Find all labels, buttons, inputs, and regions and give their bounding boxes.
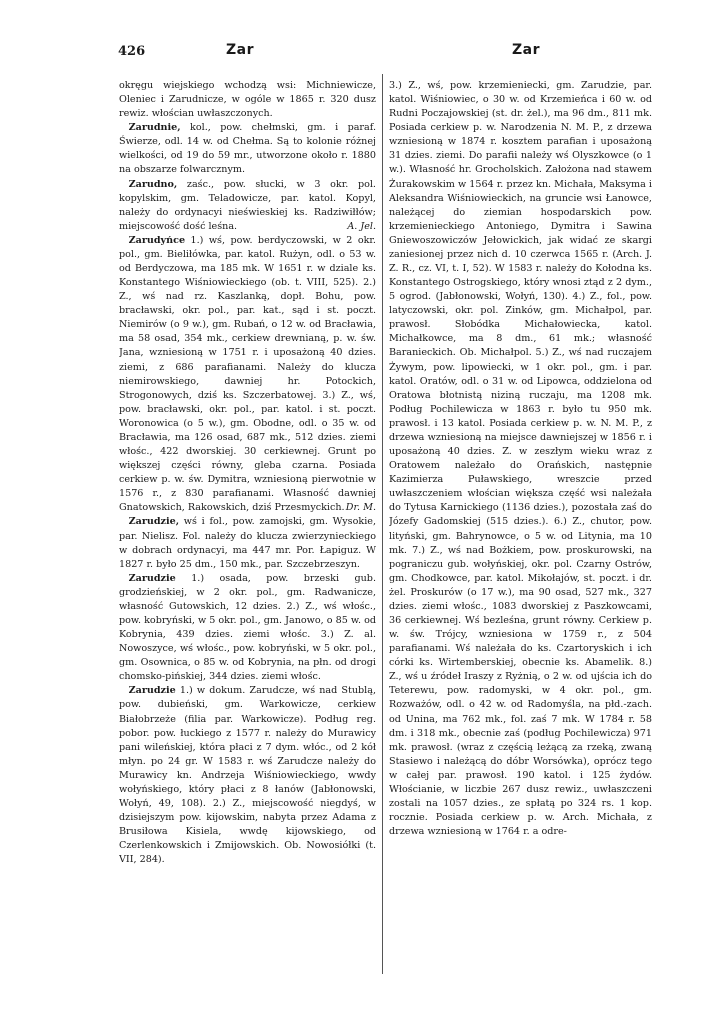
dictionary-entry (119, 178, 376, 234)
dictionary-entry (119, 515, 376, 571)
left-column (119, 79, 376, 979)
running-head-left: Zar (226, 42, 255, 58)
entry-text: 1.) w dokum. Zarudcze, wś nad Stublą, pow. dubieński, gm. Warkowicze, cerkiew Białobrzeże (filia par. Warkowicze). Podług reg. pobor. pow. łuckiego z 1577 r. należy do Murawicy pani wileńskiej, która płaci z 7 dym. włóc., od 2 kół młyn. po 24 gr. W 1583 r. wś Zarudcze należy do Murawicy kn. Andrzeja Wiśniowieckiego, wwdy wołyńskiego, który płaci z 8 łanów (Jabłonowski, Wołyń, 49, 108). 2.) Z., miejscowość niegdyś, w dzisiejszym pow. kijowskim, nabyta przez Adama z Brusiłowa Kisiela, wwdę kijowskiego, od Czerlenkowskich i Zmijowskich. Ob. Nowosiółki (t. VII, 284). (119, 685, 376, 866)
entry-text: 3.) Z., wś, pow. krzemieniecki, gm. Zarudzie, par. katol. Wiśniowiec, o 30 w. od Krzemieńca i 60 w. od Rudni Poczajowskiej (st. dr. żel.), ma 96 dm., 811 mk. Posiada cerkiew p. w. Narodzenia N. M. P., z drzewa wzniesioną w 1874 r. kosztem parafian i uposażoną 31 dzies. ziemi. Do parafii należy wś Olyszkowce (o 1 w.). Własność hr. Grocholskich. Założona nad stawem Żurakowskim w 1564 r. przez kn. Michała, Maksyma i Aleksandra Wiśniowieckich, na gruncie wsi Łanowce, należącej do ziemian hospodarskich pow. krzemienieckiego Antoniego, Dymitra i Sawina Gniewoszowiczów Jełowickich, jak widać ze skargi zaniesionej przez nich d. 10 czerwca 1565 r. (Arch. J. Z. R., cz. VI, t. I, 52). W 1583 r. należy do Kołodna ks. Konstantego Ostrogskiego, który wnosi ztąd z 2 dym., 5 ogrod. (Jabłonowski, Wołyń, 130). 4.) Z., fol., pow. latyczowski, okr. pol. Zinków, gm. Michałpol, par. prawosł. Słobódka Michałowiecka, katol. Michałkowce, ma 8 dm., 61 mk.; własność Baranieckich. Ob. Michałpol. 5.) Z., wś nad ruczajem Żywym, pow. lipowiecki, w 1 okr. pol., gm. i par. katol. Oratów, odl. o 31 w. od Lipowca, oddzielona od Oratowa błotnistą niziną ruczaju, ma 1208 mk. Podług Pochilewicza w 1863 r. było tu 950 mk. prawosł. i 13 katol. Posiada cerkiew p. w. N. M. P., z drzewa wzniesioną na miejsce dawniejszej w 1856 r. i uposażoną 40 dzies. Z. w zeszłym wieku wraz z Oratowem należało do Orańskich, następnie Kazimierza Puławskiego, wreszcie przed uwłaszczeniem włościan większa część wsi należała do Tytusa Karnickiego (1136 dzies.), pozostała zaś do Józefy Gadomskiej (515 dzies.). 6.) Z., chutor, pow. lityński, gm. Bahrynowce, o 5 w. od Litynia, ma 10 mk. 7.) Z., wś nad Bożkiem, pow. proskurowski, na pograniczu gub. wołyńskiej, okr. pol. Czarny Ostrów, gm. Chodkowce, par. katol. Mikołajów, st. poczt. i dr. żel. Proskurów (o 17 w.), ma 90 osad, 527 mk., 327 dzies. ziemi włośc., 1083 dworskiej z Paszkowcami, 36 cerkiewnej. Wś bezleśna, grunt równy. Cerkiew p. w. św. Trójcy, wzniesiona w 1759 r., z 504 parafianami. Wś należała do ks. Czartoryskich i ich córki ks. Wirtemberskiej, obecnie ks. Abamelik. 8.) Z., wś u źródeł Iraszy z Ryżnią, o 2 w. od ujścia ich do Teterewu, pow. radomyski, w 4 okr. pol., gm. Rozważów, odl. o 42 w. od Radomyśla, na płd.-zach. od Unina, ma 762 mk., fol. zaś 7 mk. W 1784 r. 58 dm. i 318 mk., obecnie zaś (podług Pochilewicza) 971 mk. prawosł. (wraz z częścią leżącą za rzeką, zwaną Stasiewo i należącą do dóbr Worsówka), oprócz tego w całej par. prawosł. 190 katol. i 125 żydów. Włościanie, w liczbie 267 dusz rewiz., uwłaszczeni zostali na 1057 dzies., ze spłatą po 324 rs. 1 kop. rocznie. Posiada cerkiew p. w. Arch. Michała, z drzewa wzniesioną w 1764 r. a odre- (389, 80, 652, 838)
dictionary-entry (389, 79, 652, 839)
dictionary-entry (119, 121, 376, 177)
entry-headword: Zarudzie, (119, 516, 180, 528)
dictionary-entry (119, 684, 376, 867)
dictionary-entry (119, 572, 376, 685)
entry-text: 1.) osada, pow. brzeski gub. grodzieńskiej, w 2 okr. pol., gm. Radwanicze, własność Gutowskich, 12 dzies. 2.) Z., wś włośc., pow. kobryński, w 5 okr. pol., gm. Janowo, o 85 w. od Kobrynia, 439 dzies. ziemi włośc. 3.) Z. al. Nowoszyce, wś włośc., pow. kobryński, w 5 okr. pol., gm. Osownica, o 85 w. od Kobrynia, na płn. od drogi chomsko-pińskiej, 344 dzies. ziemi włośc. (119, 572, 376, 683)
entry-signature: A. Jel. (347, 220, 376, 232)
page-header (0, 44, 720, 66)
entry-headword: Zarudzie (119, 685, 176, 697)
page-number: 426 (118, 44, 146, 59)
entry-text: okręgu wiejskiego wchodzą wsi: Michniewicze, Oleniec i Zarudnicze, w ogóle w 1865 r. 320 dusz rewiz. włościan uwłaszczonych. (119, 80, 376, 120)
dictionary-entry (119, 79, 376, 121)
column-divider (382, 74, 383, 974)
right-column (389, 79, 652, 979)
entry-headword: Zarudno, (119, 178, 178, 190)
entry-headword: Zarudzie (119, 572, 176, 584)
entry-text: zaśc., pow. słucki, w 3 okr. pol. kopylskim, gm. Teladowicze, par. katol. Kopyl, należy do ordynacyi nieświeskiej ks. Radziwiłłów; miejscowość dość leśna. (119, 178, 376, 232)
running-head-right: Zar (512, 42, 541, 58)
entry-headword: Zarudnie, (119, 122, 181, 134)
entry-text: kol., pow. chełmski, gm. i paraf. Świerze, odl. 14 w. od Chełma. Są to kolonie różnej wielkości, od 19 do 59 mr., utworzone około r. 1880 na obszarze folwarcznym. (119, 122, 376, 176)
entry-signature: Dr. M. (345, 502, 376, 514)
entry-text: 1.) wś, pow. berdyczowski, w 2 okr. pol., gm. Bieliłówka, par. katol. Rużyn, odl. o 53 w. od Berdyczowa, ma 185 mk. W 1651 r. w dziale ks. Konstantego Wiśniowieckiego (ob. t. VIII, 525). 2.) Z., wś nad rz. Kaszlanką, dopł. Bohu, pow. bracławski, okr. pol., par. kat., sąd i st. poczt. Niemirów (o 9 w.), gm. Rubań, o 12 w. od Bracławia, ma 58 osad, 354 mk., cerkiew drewnianą, p. w. św. Jana, wzniesioną w 1751 r. i uposażoną 40 dzies. ziemi, z 686 parafianami. Należy do klucza niemirowskiego, dawniej hr. Potockich, Strogonowych, dziś ks. Szczerbatowej. 3.) Z., wś, pow. bracławski, okr. pol., par. katol. i st. poczt. Woronowica (o 5 w.), gm. Obodne, odl. o 35 w. od Bracławia, ma 126 osad, 687 mk., 512 dzies. ziemi włośc., 422 dworskiej. 30 cerkiewnej. Grunt po większej części równy, gleba czarna. Posiada cerkiew p. w. św. Dymitra, wzniesioną pierwotnie w 1576 r., z 830 parafianami. Własność dawniej Gnatowskich, Rakowskich, dziś Przesmyckich. (119, 234, 376, 514)
entry-headword: Zarudyńce (119, 234, 186, 246)
dictionary-entry (119, 234, 376, 516)
entry-text: wś i fol., pow. zamojski, gm. Wysokie, par. Nielisz. Fol. należy do klucza zwierzynieckiego w dobrach ordynacyi, ma 447 mr. Por. Łapiguz. W 1827 r. było 25 dm., 150 mk., par. Szczebrzeszyn. (119, 516, 376, 570)
